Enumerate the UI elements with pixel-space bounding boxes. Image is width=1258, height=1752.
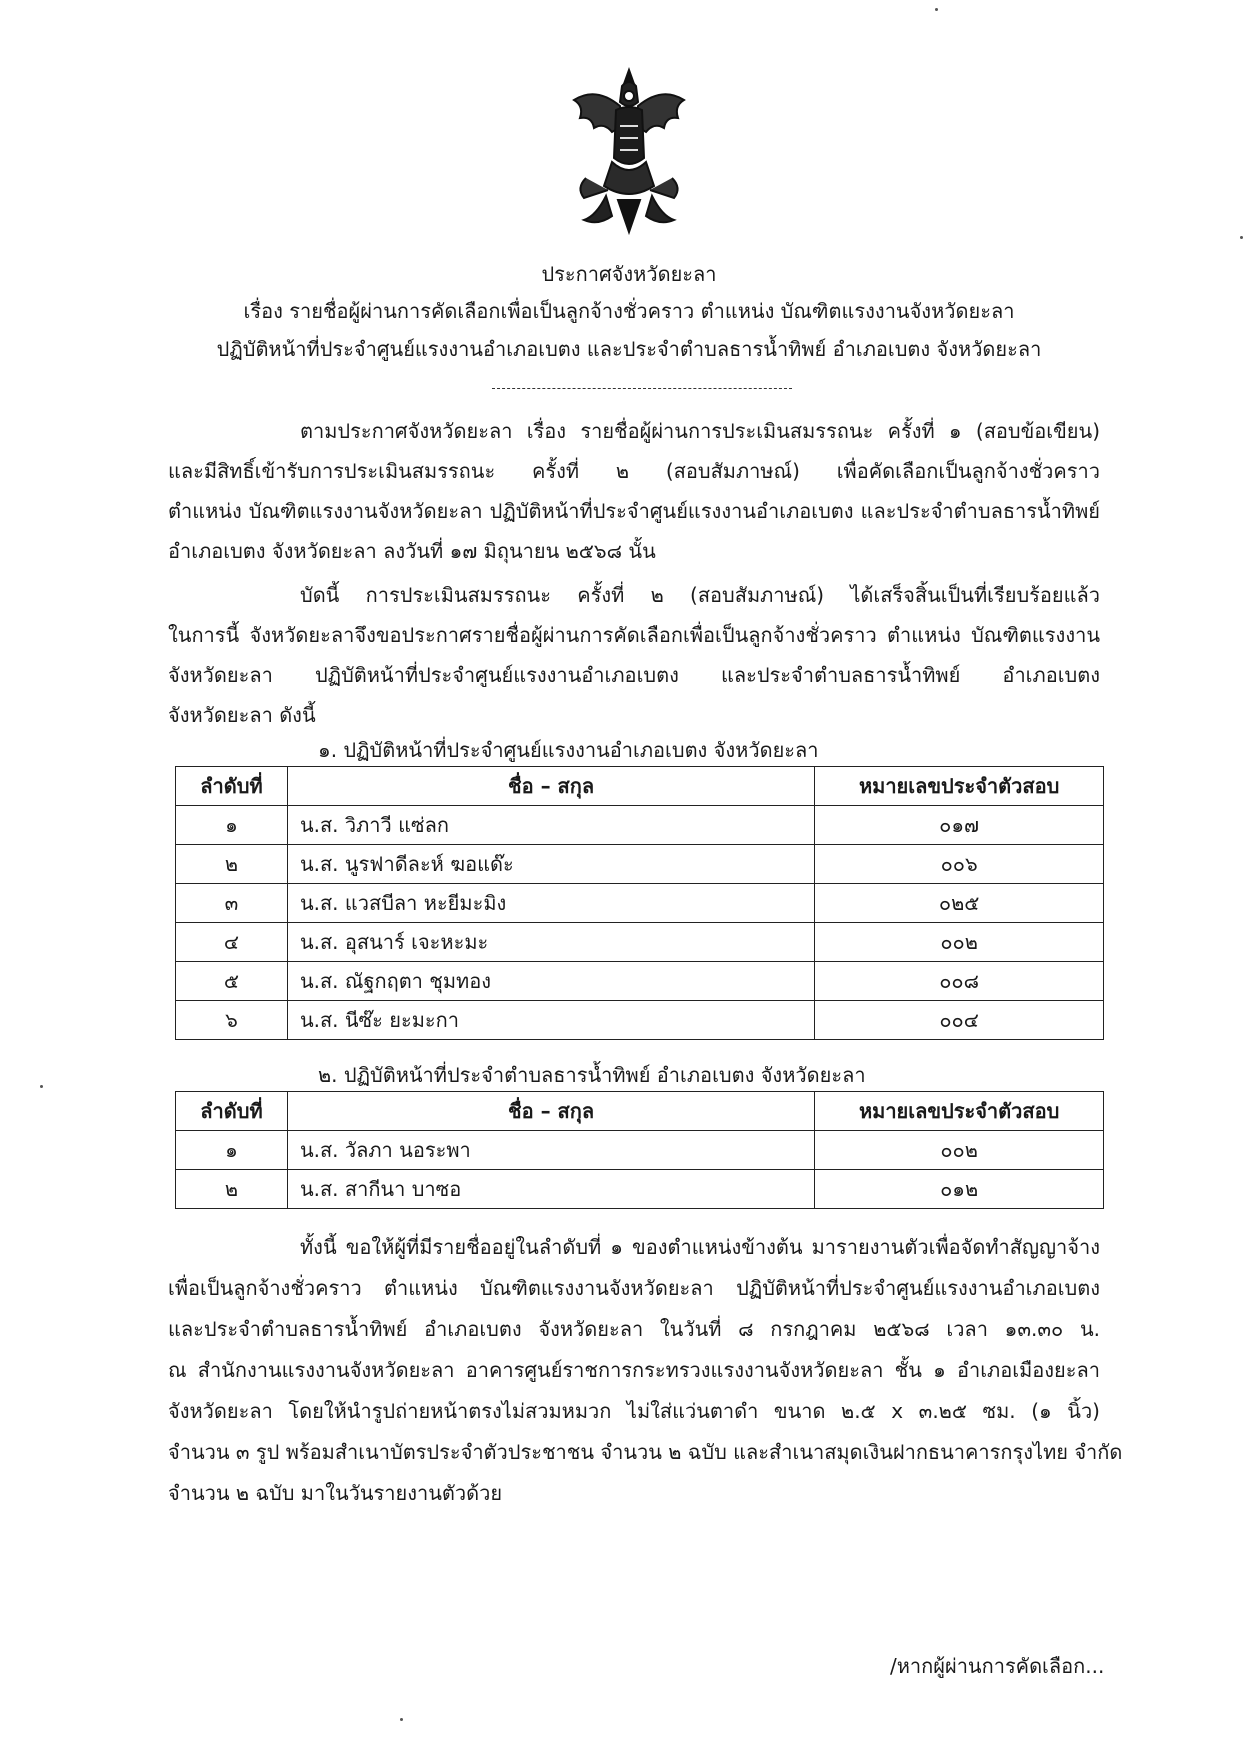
exam-id-cell: ๐๒๕ <box>815 884 1104 923</box>
exam-id-cell: ๐๐๘ <box>815 962 1104 1001</box>
scan-speck <box>935 8 938 11</box>
section1-title: ๑. ปฏิบัติหน้าที่ประจำศูนย์แรงงานอำเภอเบตง จังหวัดยะลา <box>318 738 819 762</box>
scan-speck <box>400 1718 403 1721</box>
section2-title: ๒. ปฏิบัติหน้าที่ประจำตำบลธารน้ำทิพย์ อำเภอเบตง จังหวัดยะลา <box>318 1063 866 1087</box>
table-row <box>176 1131 1104 1170</box>
paragraph2-line4: จังหวัดยะลา ดังนี้ <box>168 703 316 727</box>
paragraph3-line4: ณ สำนักงานแรงงานจังหวัดยะลา อาคารศูนย์ราชการกระทรวงแรงงานจังหวัดยะลา ชั้น ๑ อำเภอเมืองยะลา <box>168 1358 1100 1382</box>
order-cell: ๕ <box>176 962 288 1001</box>
name-cell: น.ส. วิภาวี แซ่ลก <box>287 806 814 845</box>
name-cell: น.ส. แวสบีลา หะยีมะมิง <box>287 884 814 923</box>
table-row <box>176 962 1104 1001</box>
paragraph1-line2: และมีสิทธิ์เข้ารับการประเมินสมรรถนะ ครั้งที่ ๒ (สอบสัมภาษณ์) เพื่อคัดเลือกเป็นลูกจ้างชั่วคราว <box>168 459 1100 483</box>
order-cell: ๖ <box>176 1001 288 1040</box>
order-cell: ๑ <box>176 806 288 845</box>
paragraph1-line4: อำเภอเบตง จังหวัดยะลา ลงวันที่ ๑๗ มิถุนายน ๒๕๖๘ นั้น <box>168 539 656 563</box>
paragraph3-line2: เพื่อเป็นลูกจ้างชั่วคราว ตำแหน่ง บัณฑิตแรงงานจังหวัดยะลา ปฏิบัติหน้าที่ประจำศูนย์แรงงานอำเภอเบตง <box>168 1276 1100 1300</box>
name-cell: น.ส. อุสนาร์ เจะหะมะ <box>287 923 814 962</box>
paragraph3-line1: ทั้งนี้ ขอให้ผู้ที่มีรายชื่ออยู่ในลำดับที่ ๑ ของตำแหน่งข้างต้น มารายงานตัวเพื่อจัดทำสัญญาจ้าง <box>300 1235 1100 1259</box>
table-row <box>176 884 1104 923</box>
separator-dashes <box>492 388 792 389</box>
exam-id-cell: ๐๐๔ <box>815 1001 1104 1040</box>
paragraph2-line2: ในการนี้ จังหวัดยะลาจึงขอประกาศรายชื่อผู้ผ่านการคัดเลือกเพื่อเป็นลูกจ้างชั่วคราว ตำแหน่ง บัณฑิตแรงงาน <box>168 623 1100 647</box>
table-header-row <box>176 767 1104 806</box>
paragraph2-line3: จังหวัดยะลา ปฏิบัติหน้าที่ประจำศูนย์แรงงานอำเภอเบตง และประจำตำบลธารน้ำทิพย์ อำเภอเบตง <box>168 663 1100 687</box>
exam-id-cell: ๐๐๒ <box>815 923 1104 962</box>
column-header-exam-id: หมายเลขประจำตัวสอบ <box>815 1092 1104 1131</box>
table-row <box>176 923 1104 962</box>
column-header-order: ลำดับที่ <box>176 1092 288 1131</box>
paragraph3-line5: จังหวัดยะลา โดยให้นำรูปถ่ายหน้าตรงไม่สวมหมวก ไม่ใส่แว่นตาดำ ขนาด ๒.๕ x ๓.๒๕ ซม. (๑ นิ้ว) <box>168 1399 1100 1423</box>
column-header-name: ชื่อ – สกุล <box>287 1092 814 1131</box>
paragraph3-line6: จำนวน ๓ รูป พร้อมสำเนาบัตรประจำตัวประชาชน จำนวน ๒ ฉบับ และสำเนาสมุดเงินฝากธนาคารกรุงไทย จำกัด <box>168 1440 1123 1464</box>
column-header-name: ชื่อ – สกุล <box>287 767 814 806</box>
exam-id-cell: ๐๐๒ <box>815 1131 1104 1170</box>
exam-id-cell: ๐๐๖ <box>815 845 1104 884</box>
name-cell: น.ส. นีซ๊ะ ยะมะกา <box>287 1001 814 1040</box>
exam-id-cell: ๐๑๗ <box>815 806 1104 845</box>
table-row <box>176 1001 1104 1040</box>
order-cell: ๓ <box>176 884 288 923</box>
column-header-exam-id: หมายเลขประจำตัวสอบ <box>815 767 1104 806</box>
name-cell: น.ส. สากีนา บาซอ <box>287 1170 814 1209</box>
table-row <box>176 806 1104 845</box>
name-cell: น.ส. วัลภา นอระพา <box>287 1131 814 1170</box>
table-row <box>176 1170 1104 1209</box>
table-header-row <box>176 1092 1104 1131</box>
announcement-title: ประกาศจังหวัดยะลา <box>541 262 717 286</box>
order-cell: ๑ <box>176 1131 288 1170</box>
name-cell: น.ส. ณัฐกฤตา ชุมทอง <box>287 962 814 1001</box>
section2-table <box>175 1091 1104 1209</box>
paragraph1-line3: ตำแหน่ง บัณฑิตแรงงานจังหวัดยะลา ปฏิบัติหน้าที่ประจำศูนย์แรงงานอำเภอเบตง และประจำตำบลธารน้ำทิพย์ <box>168 499 1100 523</box>
paragraph1-line1: ตามประกาศจังหวัดยะลา เรื่อง รายชื่อผู้ผ่านการประเมินสมรรถนะ ครั้งที่ ๑ (สอบข้อเขียน) <box>300 419 1100 443</box>
paragraph3-line3: และประจำตำบลธารน้ำทิพย์ อำเภอเบตง จังหวัดยะลา ในวันที่ ๘ กรกฎาคม ๒๕๖๘ เวลา ๑๓.๓๐ น. <box>168 1317 1100 1341</box>
section1-table <box>175 766 1104 1040</box>
order-cell: ๒ <box>176 845 288 884</box>
subject-line-1: เรื่อง รายชื่อผู้ผ่านการคัดเลือกเพื่อเป็นลูกจ้างชั่วคราว ตำแหน่ง บัณฑิตแรงงานจังหวัดยะลา <box>243 299 1015 323</box>
paragraph3-line7: จำนวน ๒ ฉบับ มาในวันรายงานตัวด้วย <box>168 1481 503 1505</box>
continuation-note: /หากผู้ผ่านการคัดเลือก... <box>890 1654 1105 1678</box>
scan-speck <box>40 1085 43 1088</box>
order-cell: ๒ <box>176 1170 288 1209</box>
scan-speck <box>1240 236 1243 239</box>
column-header-order: ลำดับที่ <box>176 767 288 806</box>
subject-line-2: ปฏิบัติหน้าที่ประจำศูนย์แรงงานอำเภอเบตง และประจำตำบลธารน้ำทิพย์ อำเภอเบตง จังหวัดยะลา <box>216 337 1042 361</box>
garuda-emblem-icon <box>566 66 692 236</box>
order-cell: ๔ <box>176 923 288 962</box>
exam-id-cell: ๐๑๒ <box>815 1170 1104 1209</box>
table-row <box>176 845 1104 884</box>
paragraph2-line1: บัดนี้ การประเมินสมรรถนะ ครั้งที่ ๒ (สอบสัมภาษณ์) ได้เสร็จสิ้นเป็นที่เรียบร้อยแล้ว <box>300 583 1100 607</box>
name-cell: น.ส. นูรฟาดีละห์ ฆอแด๊ะ <box>287 845 814 884</box>
